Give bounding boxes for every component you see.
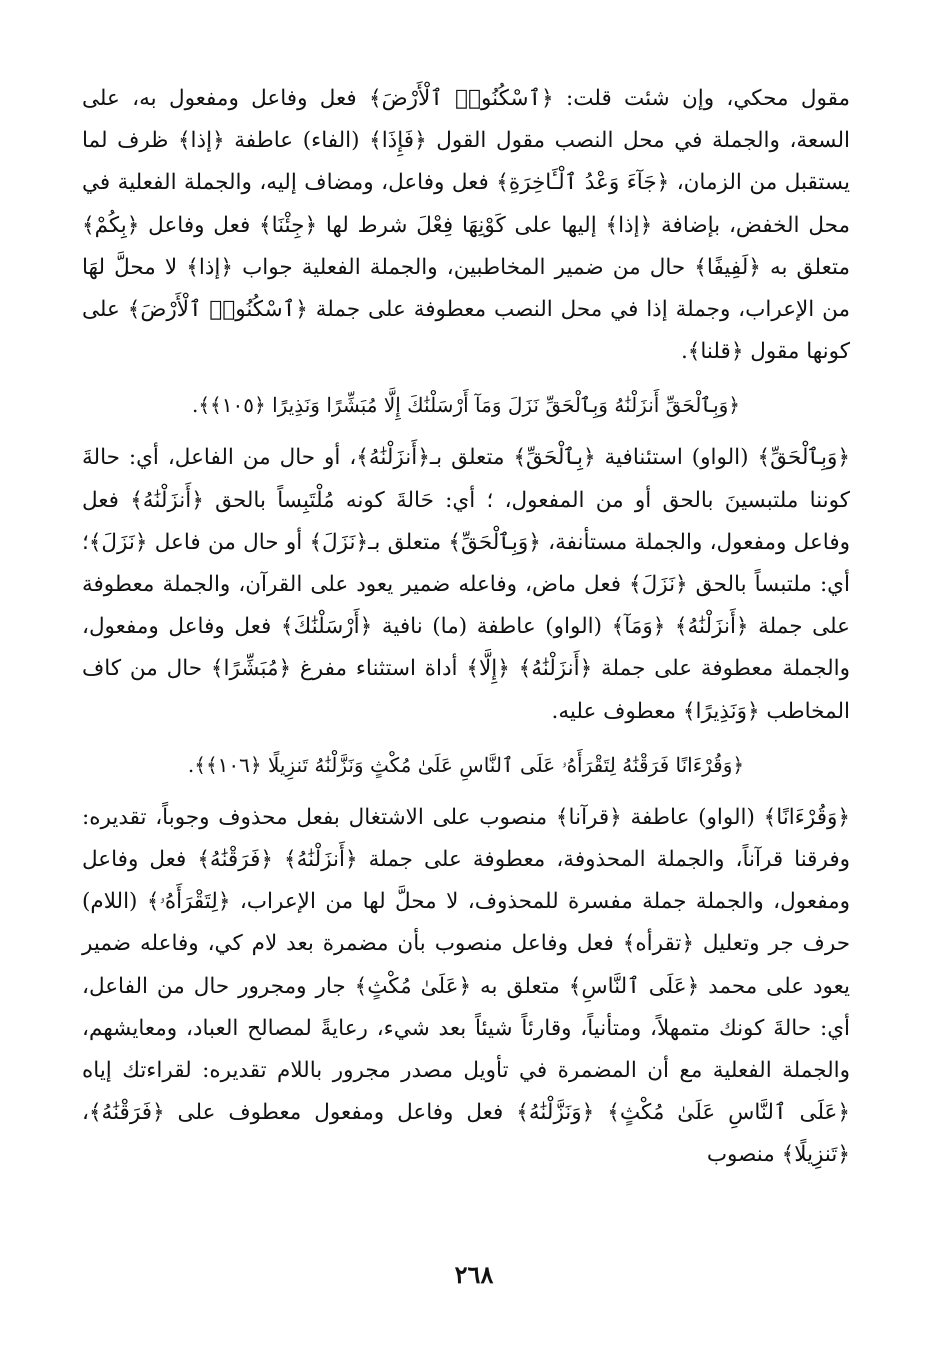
paragraph-2: ﴿وَبِٱلْحَقِّ﴾ (الواو) استئنافية ﴿بِٱلْحَقِّ﴾ متعلق بـ﴿أَنزَلْنَٰهُ﴾، أو حال من الفاعل، أي: حالةَ كوننا ملتبسينَ بالحق أو من المفعول، ؛ أي: حَالةَ كونه مُلْتَبِساً بالحق ﴿أَنزَلْنَٰهُ﴾ فعل وفاعل ومفعول، والجملة مستأنفة، ﴿وَبِٱلْحَقِّ﴾ متعلق بـ﴿نَزَلَ﴾ أو حال من فاعل ﴿نَزَلَ﴾؛ أي: ملتبساً بالحق ﴿نَزَلَ﴾ فعل ماض، وفاعله ضمير يعود على القرآن، والجملة معطوفة على جملة ﴿أَنزَلْنَٰهُ﴾ ﴿وَمَآ﴾ (الواو) عاطفة (ما) نافية ﴿أَرْسَلْنَٰكَ﴾ فعل وفاعل ومفعول، والجملة معطوفة على جملة ﴿أَنزَلْنَٰهُ﴾ ﴿إِلَّا﴾ أداة استثناء مفرغ ﴿مُبَشِّرًا﴾ حال من كاف المخاطب ﴿وَنَذِيرًا﴾ معطوف عليه.: [82, 445, 850, 724]
quran-verse-106: ﴿وَقُرْءَانًا فَرَقْنَٰهُ لِتَقْرَأَهُۥ عَلَى ٱلنَّاسِ عَلَىٰ مُكْثٍ وَنَزَّلْنَٰهُ تَنزِيلًا ﴿١٠٦﴾﴾.: [187, 752, 745, 777]
paragraph-1: مقول محكي، وإن شئت قلت: ﴿ٱسْكُنُوا۟ ٱلْأَرْضَ﴾ فعل وفاعل ومفعول به، على السعة، والجملة في محل النصب مقول القول ﴿فَإِذَا﴾ (الفاء) عاطفة ﴿إذا﴾ ظرف لما يستقبل من الزمان، ﴿جَآءَ وَعْدُ ٱلْـَٔاخِرَةِ﴾ فعل وفاعل، ومضاف إليه، والجملة الفعلية في محل الخفض، بإضافة ﴿إذا﴾ إليها على كَوْنِهَا فِعْلَ شرط لها ﴿جِئْنَا﴾ فعل وفاعل ﴿بِكُمْ﴾ متعلق به ﴿لَفِيفًا﴾ حال من ضمير المخاطبين، والجملة الفعلية جواب ﴿إذا﴾ لا محلَّ لهَا من الإعراب، وجملة إذا في محل النصب معطوفة على جملة ﴿ٱسْكُنُوا۟ ٱلْأَرْضَ﴾ على كونها مقول ﴿قلنا﴾.: [82, 86, 850, 365]
page-number: ٢٦٨: [454, 1260, 494, 1289]
page-body: [82, 78, 850, 1278]
quran-verse-105: ﴿وَبِٱلْحَقِّ أَنزَلْنَٰهُ وَبِٱلْحَقِّ نَزَلَ وَمَآ أَرْسَلْنَٰكَ إِلَّا مُبَشِّرًا وَنَذِيرًا ﴿١٠٥﴾﴾.: [191, 393, 741, 418]
paragraph-3: ﴿وَقُرْءَانًا﴾ (الواو) عاطفة ﴿قرآنا﴾ منصوب على الاشتغال بفعل محذوف وجوباً، تقديره: وفرقنا قرآناً، والجملة المحذوفة، معطوفة على جملة ﴿أَنزَلْنَٰهُ﴾ ﴿فَرَقْنَٰهُ﴾ فعل وفاعل ومفعول، والجملة جملة مفسرة للمحذوف، لا محلَّ لها من الإعراب، ﴿لِتَقْرَأَهُۥ﴾ (اللام) حرف جر وتعليل ﴿تقرأه﴾ فعل وفاعل منصوب بأن مضمرة بعد لام كي، وفاعله ضمير يعود على محمد ﴿عَلَى ٱلنَّاسِ﴾ متعلق به ﴿عَلَىٰ مُكْثٍ﴾ جار ومجرور حال من الفاعل، أي: حالةَ كونك متمهلاً، ومتأنياً، وقارئاً شيئاً بعد شيء، رعايةً لمصالح العباد، ومعايشهم، والجملة الفعلية مع أن المضمرة في تأويل مصدر مجرور باللام تقديره: لقراءتك إياه ﴿عَلَى ٱلنَّاسِ عَلَىٰ مُكْثٍ﴾ ﴿وَنَزَّلْنَٰهُ﴾ فعل وفاعل ومفعول معطوف على ﴿فَرَقْنَٰهُ﴾، ﴿تَنزِيلًا﴾ منصوب: [82, 804, 850, 1168]
